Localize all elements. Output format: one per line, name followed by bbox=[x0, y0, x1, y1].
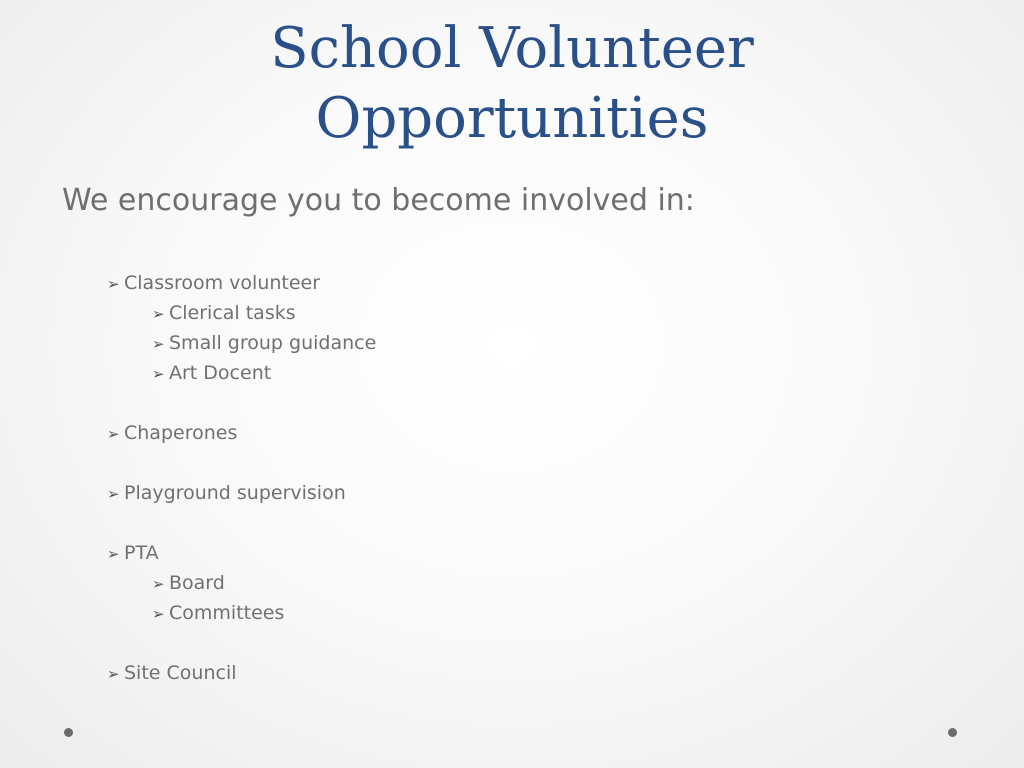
list-item-classroom-volunteer bbox=[0, 268, 376, 298]
arrow-bullet-icon: ➢ bbox=[107, 545, 120, 563]
list-item-label: Site Council bbox=[124, 662, 237, 684]
volunteer-list bbox=[0, 268, 376, 688]
list-item-committees bbox=[0, 598, 376, 628]
list-item-playground-supervision bbox=[0, 478, 376, 508]
dot-icon bbox=[948, 728, 957, 737]
list-item-small-group-guidance bbox=[0, 328, 376, 358]
title-line-1: School Volunteer bbox=[270, 16, 754, 81]
arrow-bullet-icon: ➢ bbox=[152, 305, 165, 323]
list-spacer bbox=[0, 388, 376, 418]
arrow-bullet-icon: ➢ bbox=[107, 485, 120, 503]
title-line-2: Opportunities bbox=[315, 86, 709, 151]
slide-title bbox=[0, 14, 1024, 154]
arrow-bullet-icon: ➢ bbox=[152, 365, 165, 383]
list-spacer bbox=[0, 628, 376, 658]
list-spacer bbox=[0, 508, 376, 538]
list-item-chaperones bbox=[0, 418, 376, 448]
list-item-pta bbox=[0, 538, 376, 568]
list-item-board bbox=[0, 568, 376, 598]
arrow-bullet-icon: ➢ bbox=[152, 605, 165, 623]
arrow-bullet-icon: ➢ bbox=[152, 575, 165, 593]
arrow-bullet-icon: ➢ bbox=[107, 425, 120, 443]
intro-text: We encourage you to become involved in: bbox=[62, 183, 695, 218]
list-item-label: Art Docent bbox=[169, 362, 272, 384]
list-item-label: Board bbox=[169, 572, 225, 594]
list-item-art-docent bbox=[0, 358, 376, 388]
list-item-label: Committees bbox=[169, 602, 285, 624]
list-spacer bbox=[0, 448, 376, 478]
list-item-label: Clerical tasks bbox=[169, 302, 296, 324]
list-item-label: Small group guidance bbox=[169, 332, 377, 354]
list-item-clerical-tasks bbox=[0, 298, 376, 328]
arrow-bullet-icon: ➢ bbox=[107, 665, 120, 683]
dot-icon bbox=[64, 728, 73, 737]
arrow-bullet-icon: ➢ bbox=[152, 335, 165, 353]
list-item-site-council bbox=[0, 658, 376, 688]
arrow-bullet-icon: ➢ bbox=[107, 275, 120, 293]
list-item-label: Classroom volunteer bbox=[124, 272, 321, 294]
list-item-label: Chaperones bbox=[124, 422, 238, 444]
list-item-label: Playground supervision bbox=[124, 482, 346, 504]
list-item-label: PTA bbox=[124, 542, 159, 564]
